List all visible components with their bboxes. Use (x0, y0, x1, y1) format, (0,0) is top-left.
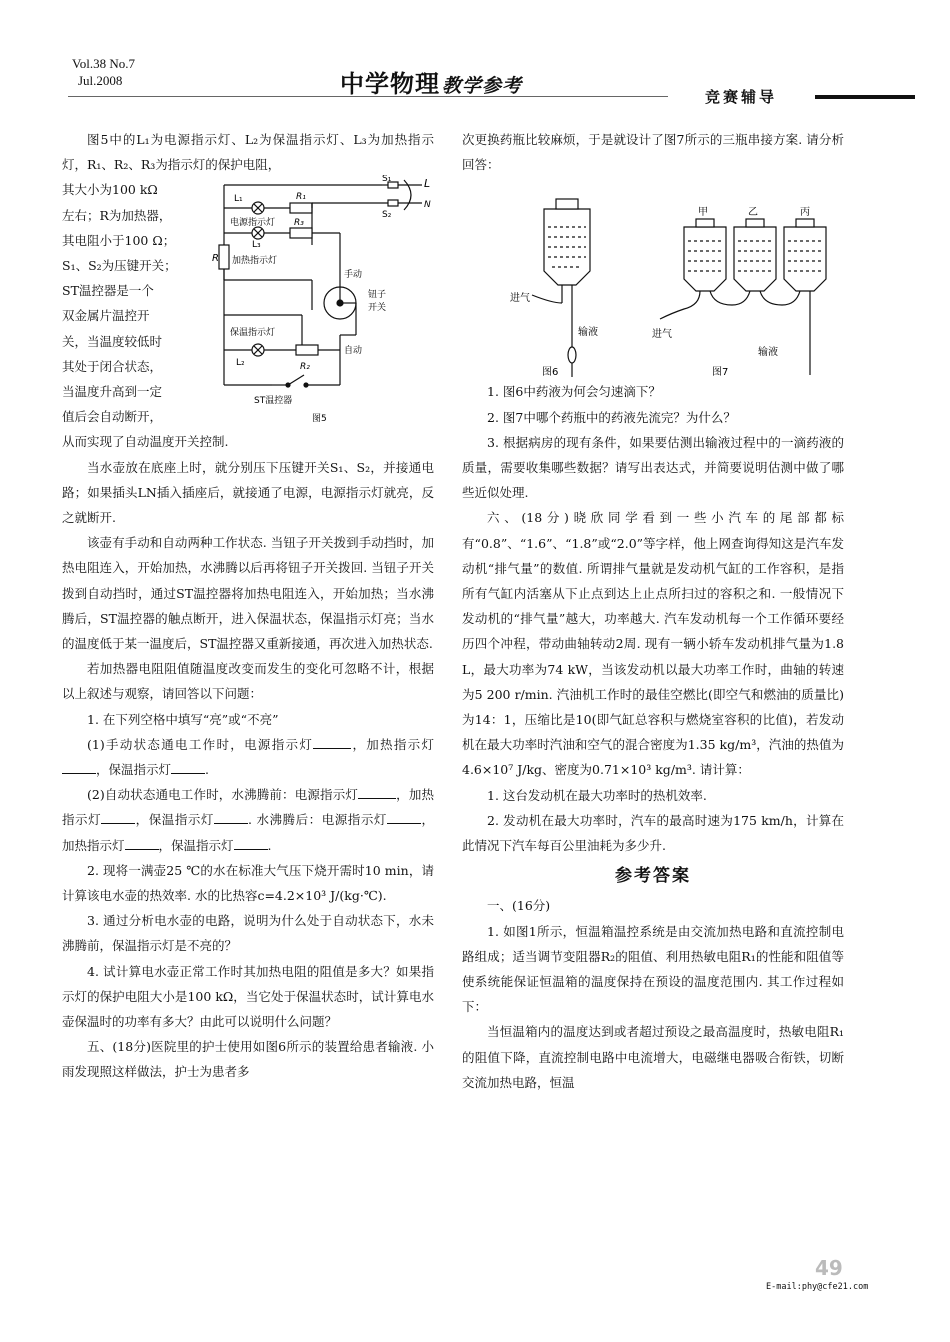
question-6-1: 1. 这台发动机在最大功率时的热机效率. (487, 787, 707, 803)
paragraph-keys: 当水壶放在底座上时，就分别压下压键开关S₁、S₂，并接通电路；如果插头LN插入插座后，就接通了电源，电源指示灯就亮，反之就断开. (62, 459, 434, 526)
answers-title: 参考答案 (615, 866, 691, 887)
question-5-intro: 五、(18分)医院里的护士使用如图6所示的装置给患者输液. 小雨发现照这样做法，护士为患者多 (62, 1039, 434, 1080)
journal-volume (72, 55, 135, 89)
question-6: 六、(18分)晓欣同学看到一些小汽车的尾部都标有“0.8”、“1.6”、“1.8”或“2.0”等字样，他上网查询得知这是汽车发动机“排气量”的数值. 所谓排气量就是发动机气缸的工作容积，是指所有气缸内活塞从下止点到达上止点所扫过的容积之和. 一般情况下发动机的“排气量”越大，功率越大. 汽车发动机每一个工作循环要经历四个冲程，带动曲轴转动2周. 现有一辆小轿车发动机排气量为1.8 L，最大功率为74 kW，当该发动机以最大功率工作时，曲轴的转速为5 200 r/min. 汽油机工作时的最佳空燃比(即空气和燃油的质量比)为14：1，压缩比是10(即气缸总容积与燃烧室容积的比值)，若发动机在最大功率时汽油和空气的混合密度为1.35 kg/m³，汽油的热值为4.6×10⁷ J/kg、密度为0.71×10³ kg/m³. 请计算： (462, 510, 844, 778)
section-bar (815, 95, 915, 99)
paragraph-modes: 该壶有手动和自动两种工作状态. 当钮子开关拨到手动挡时，加热电阻连入，开始加热，水沸腾以后再将钮子开关拨回. 当钮子开关拨到自动挡时，通过ST温控器将加热电阻连入，开始加热；当水沸腾后，ST温控器的触点断开，进入保温状态，保温指示灯亮；当水的温度低于某一温度后，ST温控器又重新接通，再次进入加热状态. (62, 535, 434, 652)
question-1a: (1)手动状态通电工作时，电源指示灯 ，加热指示灯，保温指示灯 . (62, 732, 434, 782)
wrap-line: 关，当温度较低时 (62, 333, 163, 349)
label-power-lamp: 电源指示灯 (230, 218, 276, 229)
label-l: L (424, 177, 431, 191)
label-r1: R₁ (296, 192, 306, 203)
question-2: 2. 现将一满壶25 ℃的水在标准大气压下烧开需时10 min，请计算该电水壶的热效率. 水的比热容c=4.2×10³ J/(kg·℃). (62, 862, 434, 904)
label-r: R (212, 253, 219, 265)
figure-5-caption: 图5 (312, 414, 327, 425)
answer-1-heading: 一、(16分) (487, 898, 551, 914)
wrap-line: 左右；R为加热器， (62, 207, 172, 223)
question-5-3: 3. 根据病房的现有条件，如果要估测出输液过程中的一滴药液的质量，需要收集哪些数据？请写出表达式，并简要说明估测中做了哪些近似处理. (462, 434, 844, 501)
label-toggle-1: 钮子 (368, 290, 387, 301)
paragraph-fig5-intro: 图5中的L₁为电源指示灯、L₂为保温指示灯、L₃为加热指示灯，R₁、R₂、R₃为指示灯的保护电阻， (62, 132, 434, 173)
label-heat-lamp: 加热指示灯 (232, 256, 278, 267)
right-column (462, 127, 844, 1095)
paragraph-fig7-intro: 次更换药瓶比较麻烦，于是就设计了图7所示的三瓶串接方案. 请分析回答： (462, 132, 844, 173)
wrap-line: S₁、S₂为压键开关； (62, 258, 177, 274)
wrap-text (62, 177, 212, 429)
fig7-outlet-label: 输液 (758, 347, 778, 359)
figure-6-caption: 图6 (542, 367, 559, 379)
label-l1: L₁ (234, 194, 243, 205)
wrap-line: 其电阻小于100 Ω； (62, 232, 176, 248)
volume-number: Vol.38 No.7 (72, 56, 135, 71)
journal-logo (340, 64, 522, 99)
label-n: N (424, 200, 431, 211)
wrap-block (62, 177, 434, 429)
label-s2: S₂ (382, 210, 392, 221)
wrap-line: 双金属片温控开 (62, 308, 150, 324)
paragraph-questions-intro: 若加热器电阻阻值随温度改变而发生的变化可忽略不计，根据以上叙述与观察，请回答以下问题： (62, 661, 434, 702)
section-title: 竞赛辅导 (705, 88, 778, 106)
wrap-line: 当温度升高到一定 (62, 384, 163, 400)
label-l3: L₃ (252, 240, 261, 251)
wrap-line: 值后会自动断开， (62, 409, 163, 425)
label-toggle-2: 开关 (368, 303, 387, 314)
question-6-2: 2. 发动机在最大功率时，汽车的最高时速为175 km/h，计算在此情况下汽车每百公里油耗为多少升. (462, 812, 844, 854)
fig7-bottle-b: 乙 (748, 207, 758, 219)
label-r2: R₂ (300, 362, 310, 373)
fig7-bottle-a: 甲 (698, 207, 708, 219)
footer-email: E-mail:phy@cfe21.com (766, 1282, 869, 1292)
page-number: 49 (815, 1256, 843, 1280)
question-1b: (2)自动状态通电工作时，水沸腾前：电源指示灯 ，加热指示灯 ，保温指示灯 . 水沸腾后：电源指示灯 ，加热指示灯 ，保温指示灯 . (62, 782, 434, 858)
label-auto: 自动 (344, 346, 363, 357)
fig7-inlet-label: 进气 (652, 329, 672, 341)
header-rule (68, 96, 668, 97)
journal-name: 中学物理 (340, 69, 440, 98)
left-column (62, 127, 434, 1085)
wrap-line: ST温控器是一个 (62, 283, 154, 299)
issue-date: Jul.2008 (78, 73, 123, 88)
label-keep-lamp: 保温指示灯 (230, 328, 276, 339)
fig7-bottle-c: 丙 (800, 207, 810, 219)
journal-subname: 教学参考 (442, 75, 523, 97)
label-r3: R₃ (294, 218, 304, 229)
question-1: 1. 在下列空格中填写“亮”或“不亮” (87, 711, 279, 727)
question-3: 3. 通过分析电水壶的电路，说明为什么处于自动状态下，水未沸腾前，保温指示灯是不亮的？ (62, 913, 434, 954)
paragraph-fig5-end: 从而实现了自动温度开关控制. (62, 434, 229, 450)
question-5-2: 2. 图7中哪个药瓶中的药液先流完？为什么？ (487, 409, 736, 425)
figure-5-circuit (212, 175, 437, 425)
fig6-outlet-label: 输液 (578, 327, 598, 339)
label-s1: S₁ (382, 175, 392, 185)
answer-1-process: 当恒温箱内的温度达到或者超过预设之最高温度时，热敏电阻R₁的阻值下降，直流控制电路中电流增大，电磁继电器吸合衔铁，切断交流加热电路，恒温 (462, 1024, 844, 1090)
wrap-line: 其大小为100 kΩ (62, 182, 158, 198)
question-4: 4. 试计算电水壶正常工作时其加热电阻的阻值是多大？如果指示灯的保护电阻大小是100 kΩ，当它处于保温状态时，试计算电水壶保温时的功率有多大？由此可以说明什么问题？ (62, 963, 434, 1030)
label-manual: 手动 (344, 270, 363, 281)
figure-6-7-infusion (462, 179, 844, 379)
wrap-line: 其处于闭合状态， (62, 358, 163, 374)
answer-1-body: 1. 如图1所示，恒温箱温控系统是由交流加热电路和直流控制电路组成；适当调节变阻器R₂的阻值、利用热敏电阻R₁的性能和阻值等使系统能保证恒温箱的温度保持在预设的温度范围内. 其工作过程如下： (462, 923, 844, 1015)
label-st: ST温控器 (254, 396, 293, 407)
question-5-1: 1. 图6中药液为何会匀速滴下？ (487, 384, 661, 400)
figure-7-caption: 图7 (712, 367, 729, 379)
fig6-inlet-label: 进气 (510, 293, 530, 305)
label-l2: L₂ (236, 358, 245, 369)
